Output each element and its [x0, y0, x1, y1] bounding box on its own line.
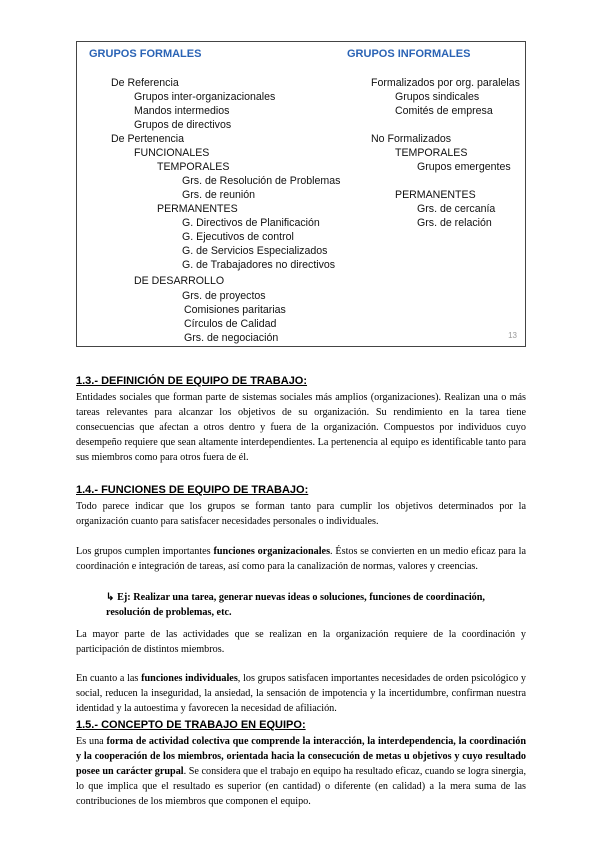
formal-line: De Pertenencia [111, 133, 185, 145]
informal-groups-header: GRUPOS INFORMALES [347, 48, 471, 60]
formal-line: Grs. de reunión [182, 189, 256, 201]
section-1-4-paragraph-2: Los grupos cumplen importantes funciones organizacionales. Éstos se convierten en un medio eficaz para la coordinación e integración de tareas, así como para la canalización de normas, valores y creencias. [76, 546, 526, 572]
formal-line: Grs. de negociación [184, 332, 279, 344]
formal-line: TEMPORALES [157, 161, 230, 173]
informal-line: Grupos emergentes [417, 161, 511, 173]
slide-page-number: 13 [508, 331, 517, 340]
section-1-4-title: 1.4.- FUNCIONES DE EQUIPO DE TRABAJO: [76, 484, 309, 496]
formal-line: PERMANENTES [157, 203, 238, 215]
section-1-4-paragraph-3: La mayor parte de las actividades que se realizan en la organización requiere de la coordinación y participación de distintos miembros. [76, 629, 526, 655]
formal-line: G. de Servicios Especializados [182, 245, 328, 257]
informal-line: Grs. de cercanía [417, 203, 496, 215]
formal-line: G. Directivos de Planificación [182, 217, 320, 229]
informal-line: Comités de empresa [395, 105, 493, 117]
informal-line: PERMANENTES [395, 189, 476, 201]
section-1-5-text: Es una forma de actividad colectiva que comprende la interacción, la interdependencia, la coordinación y la cooperación de los miembros, orientada hacia la consecución de metas u objetivos y cuyo resultado posee un carácter grupal. Se considera que el trabajo en equipo ha resultado eficaz, cuando se logra sinergia, lo que implica que el resultado es superior (en cantidad) o diferente (en calidad) a la mera suma de las contribuciones de los miembros que componen el equipo. [76, 736, 527, 807]
formal-line: Grupos de directivos [134, 119, 232, 131]
formal-line: G. Ejecutivos de control [182, 231, 294, 243]
section-1-5-title: 1.5.- CONCEPTO DE TRABAJO EN EQUIPO: [76, 719, 306, 731]
groups-slide [76, 41, 526, 347]
formal-line: Mandos intermedios [134, 105, 230, 117]
informal-line: Grupos sindicales [395, 91, 480, 103]
formal-line: Grupos inter-organizacionales [134, 91, 276, 103]
section-1-4-paragraph-1: Todo parece indicar que los grupos se forman tanto para cumplir los objetivos determinados por la organización cuanto para satisfacer necesidades personales o individuales. [76, 501, 526, 527]
arrow-icon: ↳ [106, 592, 115, 603]
formal-line: DE DESARROLLO [134, 275, 225, 287]
formal-line: Círculos de Calidad [184, 318, 277, 330]
formal-line: De Referencia [111, 77, 179, 89]
informal-line: No Formalizados [371, 133, 452, 145]
section-1-3-text: Entidades sociales que forman parte de sistemas sociales más amplios (organizaciones). Realizan una o más tareas relevantes para alcanzar los objetivos de su organización. Su rendimiento en la tarea tiene consecuencias que afectan a otros dentro y fuera de la organización. Compuestos por individuos cuyo desempeño requiere que sean altamente interdependientes. La pertenencia al equipo es identificable tanto para sus miembros como para otros fuera de él. [76, 392, 526, 463]
section-1-3-title: 1.3.- DEFINICIÓN DE EQUIPO DE TRABAJO: [76, 375, 308, 387]
example-note: ↳ Ej: Realizar una tarea, generar nuevas ideas o soluciones, funciones de coordinación, resolución de problemas, etc. [106, 592, 485, 618]
informal-line: Formalizados por org. paralelas [371, 77, 520, 89]
informal-line: TEMPORALES [395, 147, 468, 159]
informal-line: Grs. de relación [417, 217, 492, 229]
formal-groups-header: GRUPOS FORMALES [89, 48, 202, 60]
formal-line: FUNCIONALES [134, 147, 210, 159]
formal-line: Grs. de Resolución de Problemas [182, 175, 341, 187]
formal-line: Grs. de proyectos [182, 290, 266, 302]
formal-line: Comisiones paritarias [184, 304, 286, 316]
formal-line: G. de Trabajadores no directivos [182, 259, 336, 271]
section-1-4-paragraph-4: En cuanto a las funciones individuales, los grupos satisfacen importantes necesidades de orden psicológico y social, reducen la inseguridad, la ansiedad, la sensación de impotencia y la incertidumbre, confirman nuestra identidad y la autoestima y favorecen la necesidad de afiliación. [76, 673, 527, 714]
